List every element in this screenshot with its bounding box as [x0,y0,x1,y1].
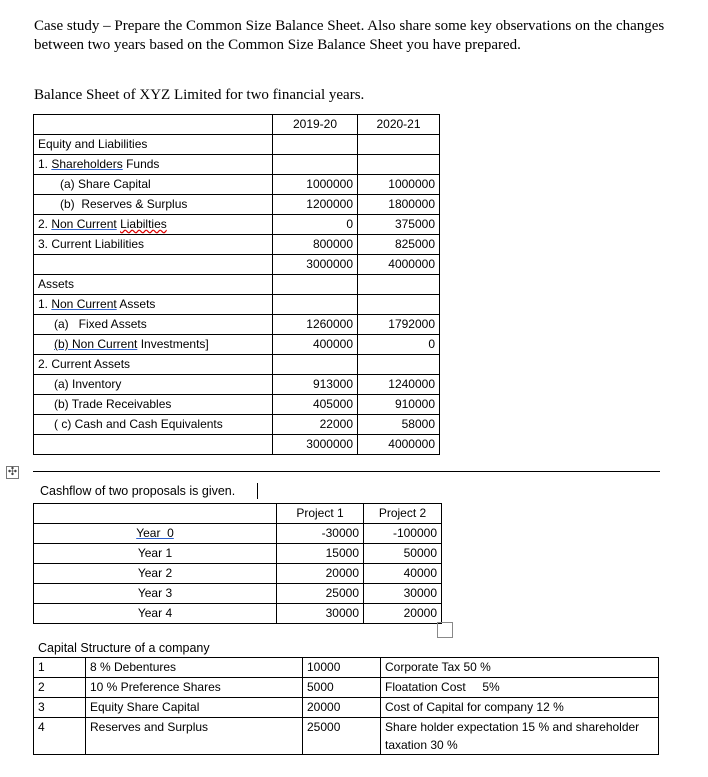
row-label: Equity and Liabilities [34,135,273,155]
header-cell [34,115,273,135]
row-number: 3 [34,698,86,718]
value-2019-20: 0 [273,215,358,235]
year-label: Year 0 [136,526,174,540]
table-row [34,135,440,155]
value-2019-20: 1000000 [273,175,358,195]
value-2020-21: 1240000 [358,375,440,395]
value-2019-20: 1200000 [273,195,358,215]
case-study-intro: Case study – Prepare the Common Size Balance Sheet. Also share some key observations on the changes between two years based on the Common Size Balance Sheet you have prepared. [34,18,665,53]
amount: 5000 [303,678,381,698]
row-label: 2. Current Assets [34,355,273,375]
header-cell: Project 2 [364,504,442,524]
value-2020-21 [358,275,440,295]
cashflow-title: Cashflow of two proposals is given. [40,484,236,498]
table-row [34,175,440,195]
value-2019-20 [273,155,358,175]
table-row [34,155,440,175]
note: Cost of Capital for company 12 % [381,698,659,718]
row-label: (b) Trade Receivables [34,395,273,415]
row-label: (a) Inventory [34,375,273,395]
row-label: 2. Non Current Liabilties [34,215,273,235]
table-row [34,524,442,544]
value-2020-21 [358,355,440,375]
table-row [34,604,442,624]
value-2020-21: 1800000 [358,195,440,215]
value-2019-20 [273,355,358,375]
row-label: Year 4 [34,604,277,624]
row-label [34,255,273,275]
row-label: Year 1 [34,544,277,564]
value-2020-21: 58000 [358,415,440,435]
row-label: (a) Share Capital [34,175,273,195]
item-label: Reserves and Surplus [86,718,303,755]
value-2019-20: 22000 [273,415,358,435]
amount: 20000 [303,698,381,718]
total-row [34,435,440,455]
table-row [34,698,659,718]
balance-sheet-table [33,114,440,455]
header-cell: Project 1 [277,504,364,524]
total-2019-20: 3000000 [273,255,358,275]
row-label [34,524,277,544]
item-label: 10 % Preference Shares [86,678,303,698]
table-row [34,415,440,435]
item-label: 8 % Debentures [86,658,303,678]
value-2019-20: 913000 [273,375,358,395]
row-label: Year 2 [34,564,277,584]
row-number: 1 [34,658,86,678]
row-label [34,435,273,455]
project-2-value: -100000 [364,524,442,544]
table-row [34,544,442,564]
total-2020-21: 4000000 [358,255,440,275]
row-label: 1. Shareholders Funds [34,155,273,175]
table-row [34,315,440,335]
row-label: 1. Non Current Assets [34,295,273,315]
value-2020-21: 375000 [358,215,440,235]
project-2-value: 30000 [364,584,442,604]
table-row [34,678,659,698]
note: Share holder expectation 15 % and shareholder taxation 30 % [381,718,659,755]
total-row [34,255,440,275]
value-2020-21: 825000 [358,235,440,255]
value-2019-20 [273,275,358,295]
amount: 25000 [303,718,381,755]
value-2020-21: 1792000 [358,315,440,335]
item-label: Equity Share Capital [86,698,303,718]
row-label: Year 3 [34,584,277,604]
header-cell [34,504,277,524]
table-resize-handle[interactable] [437,622,453,638]
row-label: 3. Current Liabilities [34,235,273,255]
text-cursor [257,483,258,499]
project-2-value: 20000 [364,604,442,624]
project-2-value: 50000 [364,544,442,564]
capital-structure-title: Capital Structure of a company [38,641,210,655]
value-2019-20: 405000 [273,395,358,415]
header-cell: 2020-21 [358,115,440,135]
table-header-row [34,115,440,135]
value-2020-21 [358,295,440,315]
row-label: Assets [34,275,273,295]
row-label: (b) Reserves & Surplus [34,195,273,215]
table-row [34,215,440,235]
cashflow-table [33,503,442,624]
row-label: (a) Fixed Assets [34,315,273,335]
amount: 10000 [303,658,381,678]
total-2019-20: 3000000 [273,435,358,455]
table-row [34,658,659,678]
note: Floatation Cost 5% [381,678,659,698]
table-row [34,355,440,375]
table-row [34,295,440,315]
value-2020-21: 0 [358,335,440,355]
table-row [34,235,440,255]
table-move-handle-icon[interactable]: ✣ [7,466,18,478]
project-1-value: 20000 [277,564,364,584]
note: Corporate Tax 50 % [381,658,659,678]
table-row [34,584,442,604]
project-1-value: 15000 [277,544,364,564]
table-row [34,395,440,415]
value-2019-20: 1260000 [273,315,358,335]
divider [33,471,660,472]
table-row [34,564,442,584]
table-row [34,718,659,755]
value-2019-20 [273,295,358,315]
table-row [34,375,440,395]
project-1-value: 25000 [277,584,364,604]
balance-sheet-title: Balance Sheet of XYZ Limited for two financial years. [34,87,365,103]
value-2019-20: 800000 [273,235,358,255]
row-number: 2 [34,678,86,698]
row-label: (b) Non Current Investments] [34,335,273,355]
row-label: ( c) Cash and Cash Equivalents [34,415,273,435]
header-cell: 2019-20 [273,115,358,135]
table-row [34,195,440,215]
row-number: 4 [34,718,86,755]
value-2020-21 [358,135,440,155]
table-row [34,335,440,355]
project-2-value: 40000 [364,564,442,584]
value-2019-20: 400000 [273,335,358,355]
capital-structure-table [33,657,659,755]
value-2020-21: 910000 [358,395,440,415]
table-header-row [34,504,442,524]
table-row [34,275,440,295]
project-1-value: 30000 [277,604,364,624]
value-2019-20 [273,135,358,155]
project-1-value: -30000 [277,524,364,544]
total-2020-21: 4000000 [358,435,440,455]
value-2020-21 [358,155,440,175]
value-2020-21: 1000000 [358,175,440,195]
